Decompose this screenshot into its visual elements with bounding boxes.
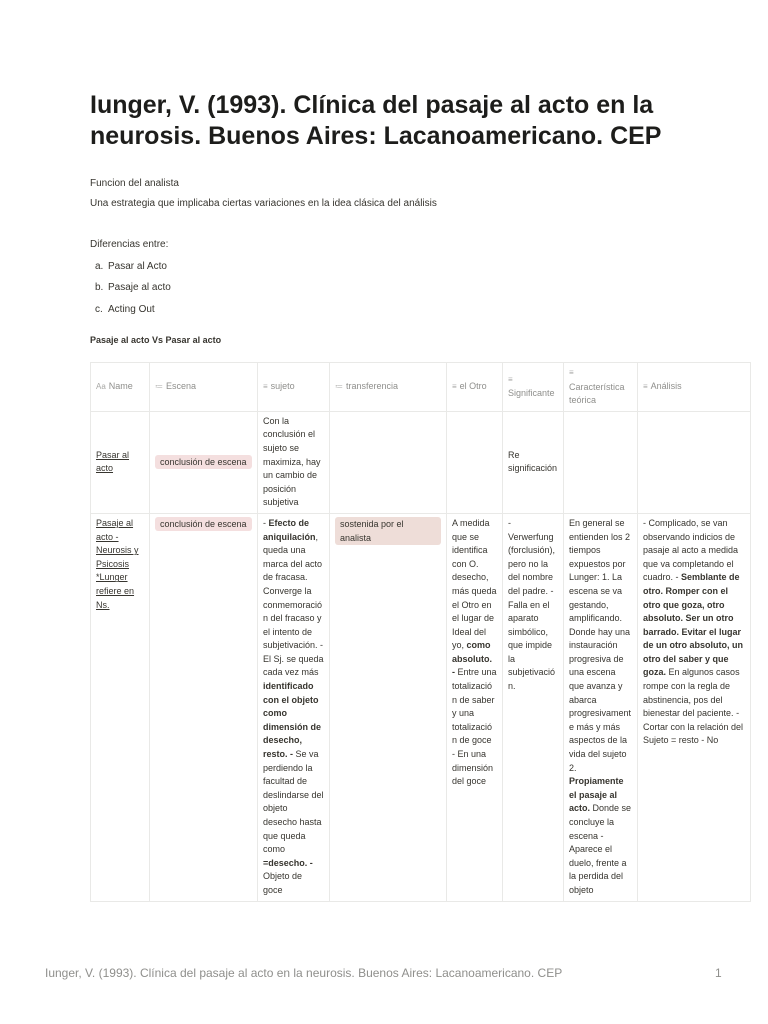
column-header-otro[interactable]: ≡ el Otro — [447, 363, 503, 412]
text-property-icon: ≡ — [569, 368, 574, 377]
multi-select-icon: ≔ — [155, 382, 163, 391]
cell-transferencia[interactable] — [330, 411, 447, 513]
list-item-text: Pasar al Acto — [108, 261, 167, 272]
text-property-icon: ≡ — [643, 382, 648, 391]
text-property-icon: ≡ — [452, 382, 457, 391]
tag-pill: sostenida por el analista — [335, 517, 441, 545]
cell-otro[interactable] — [447, 513, 503, 901]
column-header-analisis[interactable]: ≡ Análisis — [638, 363, 751, 412]
cell-escena[interactable] — [150, 411, 258, 513]
cell-sujeto[interactable]: Con la conclusión el sujeto se maximiza, hay un cambio de posición subjetiva — [258, 411, 330, 513]
list-item — [95, 281, 171, 294]
bold-text-run: Propiamente el pasaje al acto. — [569, 776, 624, 814]
text-run: En general se entienden los 2 tiempos expuestos por Lunger: 1. La escena se va gestando, amplificando. Donde hay una instauración progresiva de una escena que avanza y abarca progresivamente más y más aspectos de la vida del sujeto 2. — [569, 517, 632, 773]
cell-analisis[interactable] — [638, 513, 751, 901]
text-run: Donde se concluye la escena - Aparece el duelo, frente a la perdida del objeto — [569, 803, 632, 895]
text-run: - — [263, 517, 269, 528]
table-row[interactable] — [91, 411, 751, 513]
page-title: Iunger, V. (1993). Clínica del pasaje al acto en la neurosis. Buenos Aires: Lacanoamericano. CEP — [90, 91, 662, 150]
bold-text-run: Efecto de aniquilación — [263, 517, 316, 542]
cell-analisis[interactable] — [638, 411, 751, 513]
column-header-escena[interactable]: ≔ Escena — [150, 363, 258, 412]
column-header-name[interactable]: Aa Name — [91, 363, 150, 412]
text-run: Entre una totalización de saber y una totalización de goce - En una dimensión del goce — [452, 667, 497, 787]
table-header-row — [91, 363, 751, 412]
cell-significante[interactable]: Re significación — [503, 411, 564, 513]
list-item-text: Acting Out — [108, 304, 155, 315]
text-run: En algunos casos rompe con la regla de abstinencia, pos del bienestar del paciente. - Cortar con la relación del Sujeto = resto - No — [643, 667, 744, 746]
footer-title: Iunger, V. (1993). Clínica del pasaje al acto en la neurosis. Buenos Aires: Lacanoamericano. CEP — [45, 966, 563, 980]
cell-caracteristica[interactable] — [564, 513, 638, 901]
list-item-text: Pasaje al acto — [108, 282, 171, 293]
text-property-icon: ≡ — [263, 382, 268, 391]
text-run: - Complicado, se van observando indicios de pasaje al acto a medida que va completando el cuadro. - — [643, 517, 739, 583]
bold-text-run: Semblante de otro. Romper con el otro que goza, otro absoluto. Ser un otro barrado. Evitar el lugar de un otro absoluto, un otro del saber y que goza. — [643, 572, 743, 678]
paragraph-diferencias: Diferencias entre: — [90, 239, 169, 250]
cell-escena[interactable] — [150, 513, 258, 901]
cell-significante[interactable]: - Verwerfung (forclusión), pero no la del nombre del padre. - Falla en el aparato simbólico, que impide la subjetivación. — [503, 513, 564, 901]
section-heading: Pasaje al acto Vs Pasar al acto — [90, 335, 222, 345]
text-property-icon: ≡ — [508, 374, 513, 384]
paragraph-funcion: Funcion del analista — [90, 178, 179, 189]
paragraph-estrategia: Una estrategia que implicaba ciertas variaciones en la idea clásica del análisis — [90, 198, 437, 209]
column-header-transferencia[interactable]: ≔ transferencia — [330, 363, 447, 412]
cell-name[interactable]: Pasaje al acto - Neurosis y Psicosis *Lunger refiere en Ns. — [91, 513, 150, 901]
list-marker: b. — [95, 282, 104, 293]
text-run: , queda una marca del acto de fracasa. Converge la conmemoración del fracaso y el intento de subjetivación. - El Sj. se queda cada vez más — [263, 531, 324, 678]
column-header-caracteristica[interactable]: ≡ Característica teórica — [564, 363, 638, 412]
cell-name[interactable]: Pasar al acto — [91, 411, 150, 513]
cell-transferencia[interactable] — [330, 513, 447, 901]
text-run: Objeto de goce — [263, 871, 303, 895]
bold-text-run: identificado con el objeto como dimensión de desecho, resto. - — [263, 681, 322, 760]
column-header-sujeto[interactable]: ≡ sujeto — [258, 363, 330, 412]
list-item — [95, 303, 155, 316]
text-run: Se va perdiendo la facultad de deslindarse del objeto desecho hasta que queda como — [263, 749, 324, 855]
column-header-significante[interactable]: ≡ Significante — [503, 363, 564, 412]
cell-otro[interactable] — [447, 411, 503, 513]
multi-select-icon: ≔ — [335, 382, 343, 391]
list-marker: a. — [95, 261, 104, 272]
tag-pill: conclusión de escena — [155, 517, 252, 531]
list-item — [95, 260, 167, 273]
cell-sujeto[interactable] — [258, 513, 330, 901]
list-marker: c. — [95, 304, 103, 315]
tag-pill: conclusión de escena — [155, 455, 252, 469]
database-table-viewport[interactable] — [90, 362, 744, 930]
cell-caracteristica[interactable] — [564, 411, 638, 513]
page-number: 1 — [715, 966, 722, 980]
bold-text-run: como absoluto. - — [452, 640, 492, 678]
database-table — [90, 362, 751, 902]
bold-text-run: =desecho. - — [263, 857, 313, 868]
text-run: A medida que se identifica con O. desecho, más queda el Otro en el lugar de Ideal del yo, — [452, 517, 497, 651]
title-property-icon: Aa — [96, 382, 106, 391]
table-row[interactable] — [91, 513, 751, 901]
